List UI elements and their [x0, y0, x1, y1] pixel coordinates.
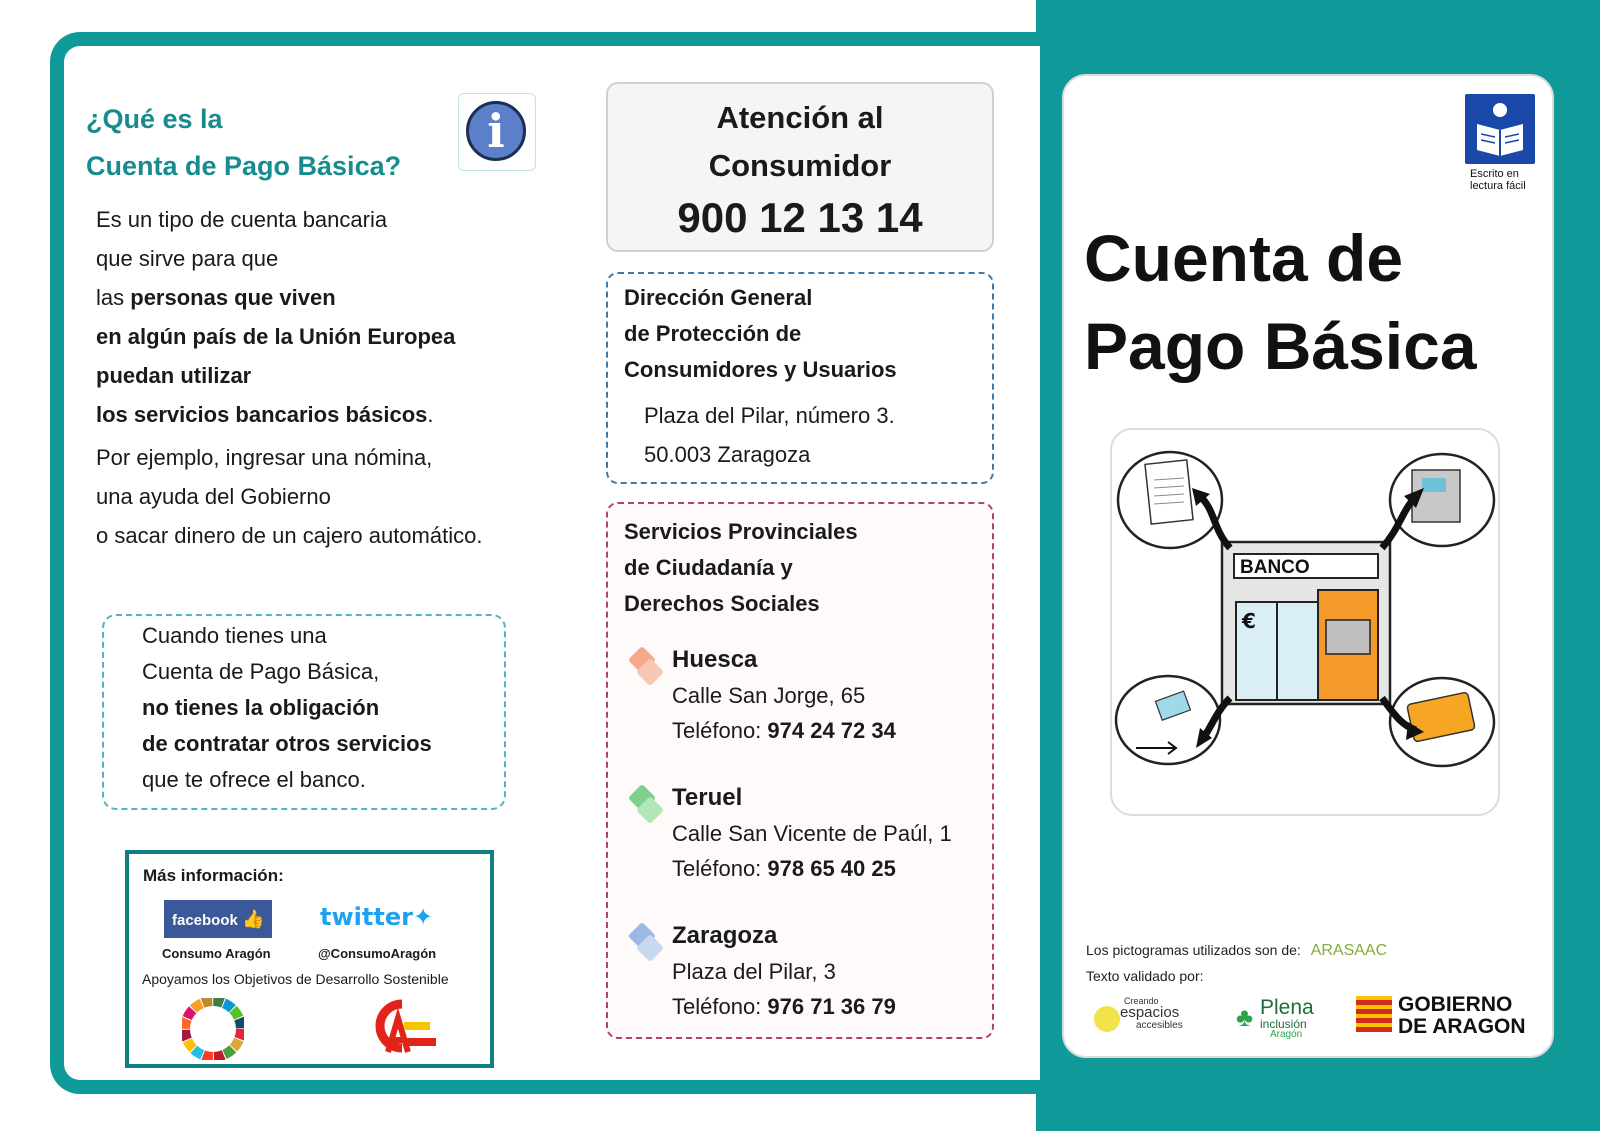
easy-read-caption: Escrito en lectura fácil — [1470, 168, 1526, 192]
clover-icon: ♣ — [1236, 1002, 1254, 1032]
gobierno-aragon-logo: GOBIERNO DE ARAGON — [1356, 994, 1536, 1038]
facebook-caption: Consumo Aragón — [162, 946, 271, 961]
svg-text:€: € — [1242, 609, 1256, 633]
cover-title: Cuenta de Pago Básica — [1084, 221, 1477, 383]
bank-pictogram-art — [1112, 430, 1498, 814]
dg-title: Dirección General de Protección de Consumidores y Usuarios — [624, 285, 897, 382]
consumer-service-box — [606, 82, 994, 252]
city-block-zaragoza: Zaragoza Plaza del Pilar, 3 Teléfono: 976 71 36 79 — [672, 922, 896, 1019]
note-text: Cuando tienes una Cuenta de Pago Básica, no tienes la obligación de contratar otros servicios que te ofrece el banco. — [142, 623, 432, 792]
arasaac-logo: ARASAAC — [1310, 942, 1388, 959]
consumo-aragon-logo — [368, 998, 440, 1056]
question-heading: ¿Qué es la Cuenta de Pago Básica? — [86, 104, 402, 181]
easy-read-logo-icon — [1465, 94, 1535, 164]
info-icon: i — [466, 101, 526, 161]
bank-pictogram — [1110, 428, 1500, 816]
easy-read-book-icon — [1465, 94, 1535, 164]
provincial-services-title: Servicios Provinciales de Ciudadanía y Derechos Sociales — [624, 519, 858, 616]
definition-text: Es un tipo de cuenta bancaria que sirve para que las personas que viven en algún país de la Unión Europea puedan utilizar los servicios bancarios básicos. — [96, 207, 456, 427]
bank-sign: BANCO — [1240, 557, 1310, 578]
ods-text: Apoyamos los Objetivos de Desarrollo Sostenible — [142, 971, 449, 987]
facebook-logo[interactable]: facebook 👍 — [164, 900, 272, 938]
validated-by: Texto validado por: — [1086, 968, 1204, 984]
espacios-sun-icon — [1094, 1006, 1120, 1032]
consumer-service-title: Atención al Consumidor — [708, 100, 892, 183]
city-block-teruel: Teruel Calle San Vicente de Paúl, 1 Teléfono: 978 65 40 25 — [672, 784, 952, 881]
city-block-huesca: Huesca Calle San Jorge, 65 Teléfono: 974 24 72 34 — [672, 646, 896, 743]
more-info-heading: Más información: — [143, 866, 284, 885]
dg-address: Plaza del Pilar, número 3. 50.003 Zaragoza — [644, 403, 895, 467]
sdg-wheel-icon — [182, 998, 244, 1060]
twitter-logo[interactable]: twitter✦ — [320, 903, 434, 931]
aragon-flag-icon — [1356, 996, 1392, 1032]
twitter-caption: @ConsumoAragón — [318, 946, 437, 961]
example-text: Por ejemplo, ingresar una nómina, una ayuda del Gobierno o sacar dinero de un cajero automático. — [96, 445, 483, 548]
pictogram-credit: Los pictogramas utilizados son de: ARASAAC — [1086, 942, 1388, 959]
consumer-phone[interactable]: 900 12 13 14 — [677, 194, 923, 241]
